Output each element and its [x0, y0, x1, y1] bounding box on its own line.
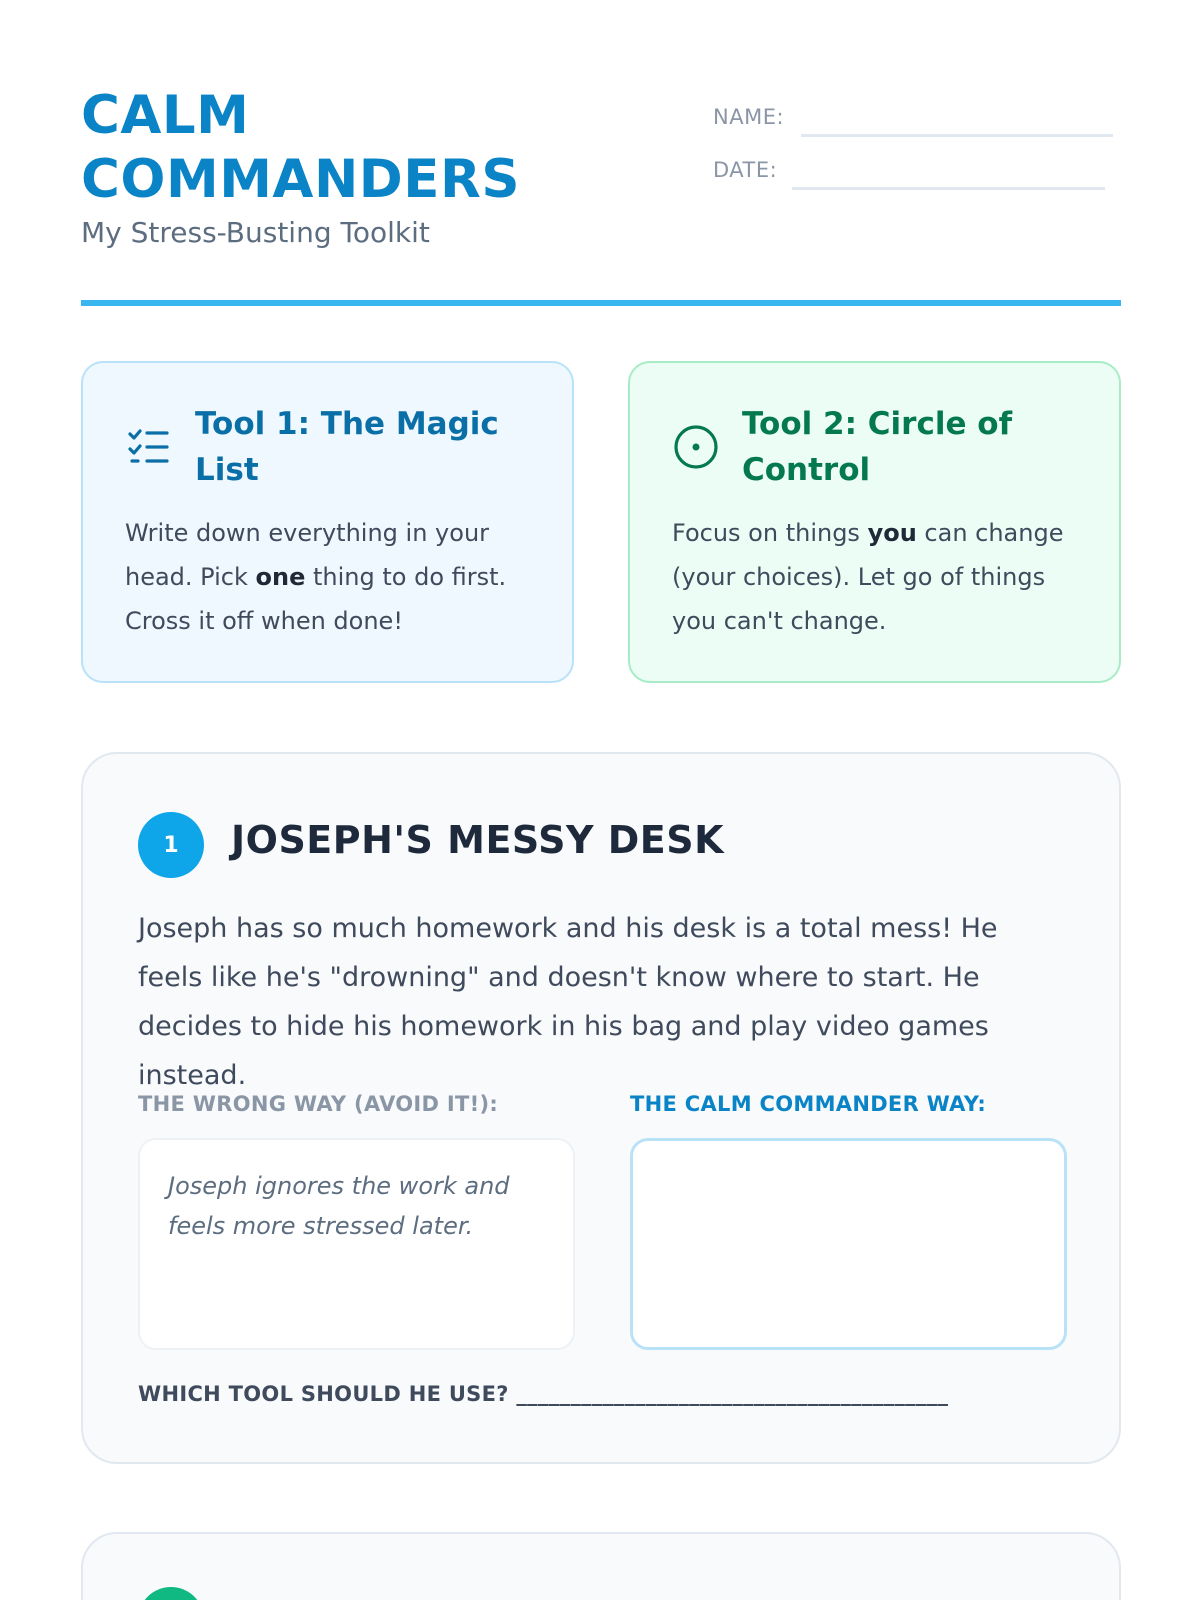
- wrong-way-box: Joseph ignores the work and feels more stressed later.: [138, 1138, 575, 1350]
- page-subtitle: My Stress-Busting Toolkit: [81, 216, 430, 249]
- tool-card-magic-list: [81, 361, 574, 683]
- tool-card-header: [672, 401, 1079, 493]
- student-fields: [713, 84, 1123, 190]
- name-line[interactable]: [801, 134, 1113, 137]
- scenario-card: [81, 752, 1121, 1464]
- name-label: NAME:: [713, 105, 785, 129]
- tool-question[interactable]: WHICH TOOL SHOULD HE USE? ________________________________________: [138, 1382, 949, 1406]
- target-circle-icon: [672, 423, 720, 471]
- right-way-label: THE CALM COMMANDER WAY:: [630, 1092, 987, 1116]
- scenario-number-badge: 1: [138, 812, 204, 878]
- tool-title: Tool 2: Circle of Control: [742, 406, 1013, 488]
- scenario-text: Joseph has so much homework and his desk is a total mess! He feels like he's "drowning" and doesn't know where to start. He decides to hide his homework in his bag and play video games instead.: [138, 913, 998, 1091]
- scenario-card-next: [81, 1532, 1121, 1600]
- date-line[interactable]: [792, 187, 1105, 190]
- name-field[interactable]: [713, 84, 1123, 137]
- tool-title: Tool 1: The Magic List: [195, 406, 499, 488]
- tool-card-circle-of-control: [628, 361, 1121, 683]
- tool-card-header: [125, 401, 532, 493]
- title-line-2: COMMANDERS: [81, 149, 520, 210]
- worksheet-header: [81, 84, 1121, 304]
- scenario-title: JOSEPH'S MESSY DESK: [231, 818, 725, 862]
- checklist-icon: [125, 423, 173, 471]
- scenario-number-badge-next: [138, 1587, 204, 1600]
- wrong-way-label: THE WRONG WAY (AVOID IT!):: [138, 1092, 499, 1116]
- calm-commander-answer-box[interactable]: [630, 1138, 1067, 1350]
- date-label: DATE:: [713, 158, 778, 182]
- tool-description: Focus on things you can change (your choices). Let go of things you can't change.: [672, 519, 1064, 635]
- header-divider: [81, 300, 1121, 306]
- date-field[interactable]: [713, 137, 1123, 190]
- tool-description: Write down everything in your head. Pick one thing to do first. Cross it off when done!: [125, 519, 507, 635]
- title-line-1: CALM: [81, 85, 250, 146]
